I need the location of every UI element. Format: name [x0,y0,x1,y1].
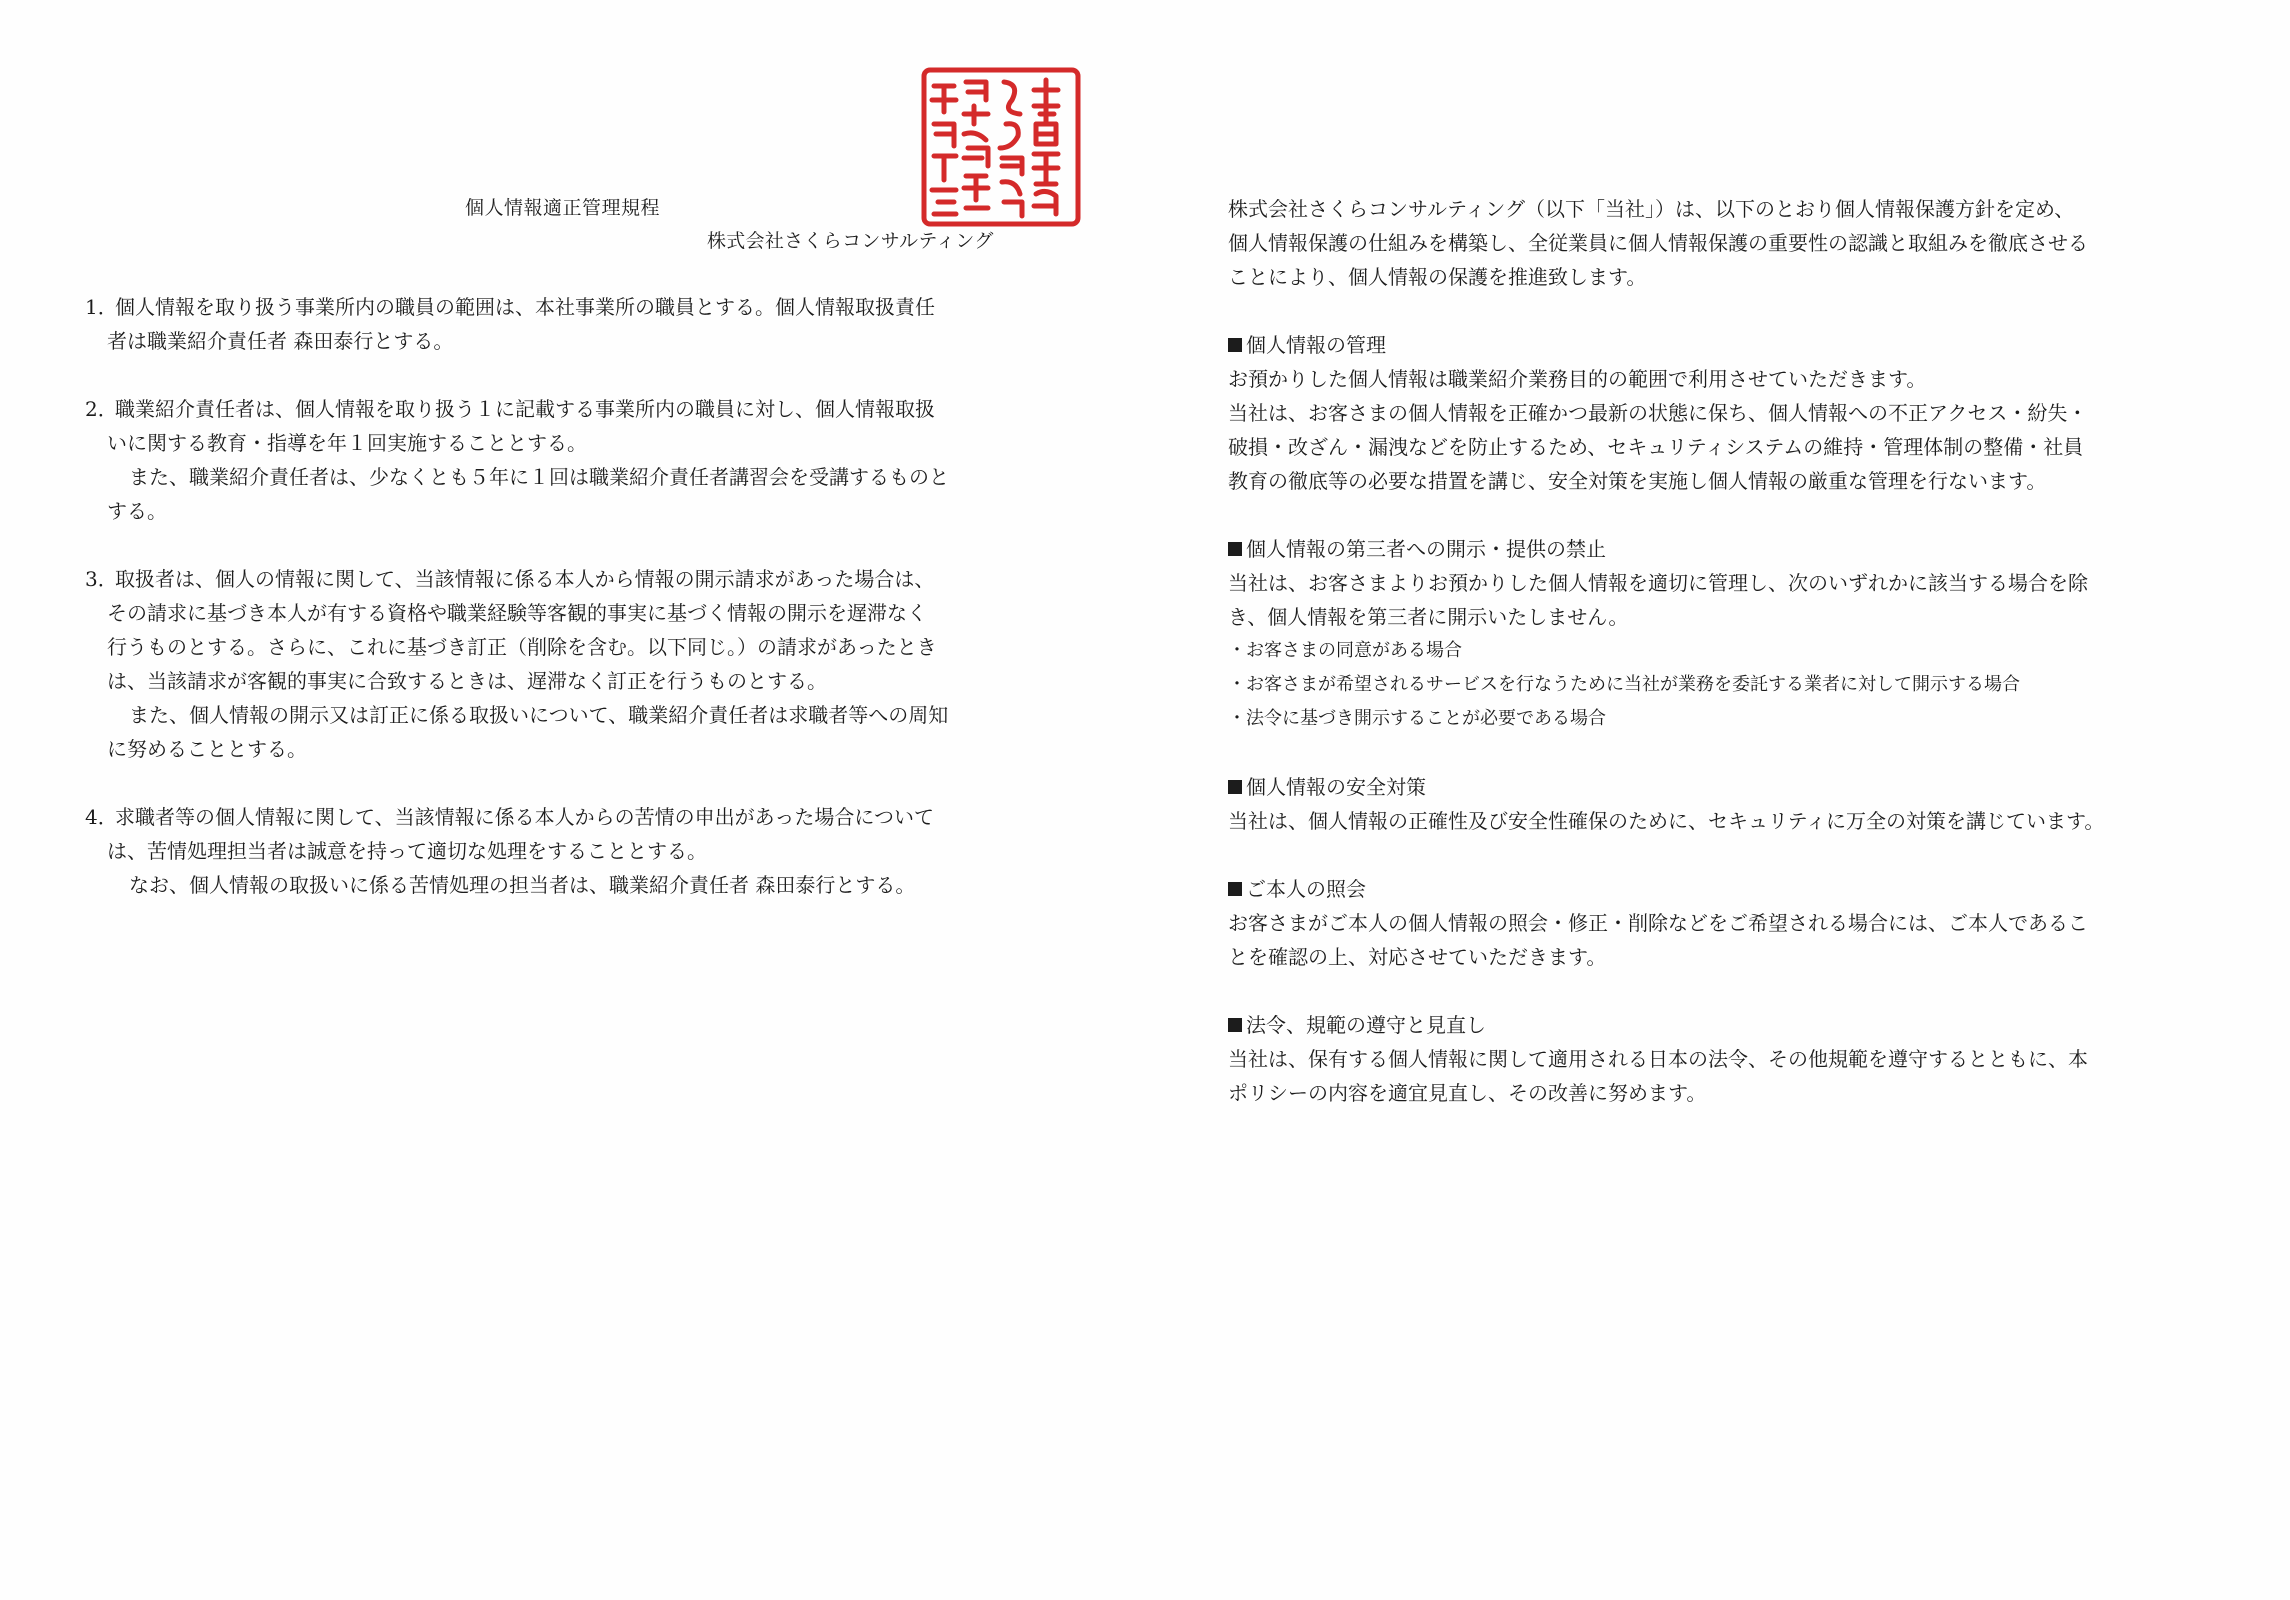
section-line: 取扱者は、個人の情報に関して、当該情報に係る本人から情報の開示請求があった場合は、 [115,567,935,591]
intro-line: 個人情報保護の仕組みを構築し、全従業員に個人情報保護の重要性の認識と取組みを徹底させる [1228,231,2088,255]
policy-bullet: ・お客さまの同意がある場合 [1228,640,1462,661]
section-number: 1． [85,295,118,319]
policy-line: ポリシーの内容を適宜見直し、その改善に努めます。 [1228,1081,1707,1105]
policy-heading-text: 個人情報の管理 [1246,333,1386,357]
section-line: は、当該請求が客観的事実に合致するときは、遅滞なく訂正を行うものとする。 [107,669,827,693]
policy-line: 当社は、個人情報の正確性及び安全性確保のために、セキュリティに万全の対策を講じています。 [1228,809,2105,833]
intro-line: ことにより、個人情報の保護を推進致します。 [1228,265,1647,289]
document-title: 個人情報適正管理規程 [465,197,661,219]
section-3 [85,562,1085,766]
section-line: 個人情報を取り扱う事業所内の職員の範囲は、本社事業所の職員とする。個人情報取扱責任 [115,295,935,319]
section-subline: する。 [107,499,167,523]
section-subline: また、個人情報の開示又は訂正に係る取扱いについて、職業紹介責任者は求職者等への周知 [129,703,949,727]
section-line: 行うものとする。さらに、これに基づき訂正（削除を含む。以下同じ。）の請求があったとき [107,635,937,659]
policy-heading [1228,1008,2208,1042]
section-4 [85,800,1085,902]
intro-line: 株式会社さくらコンサルティング（以下「当社」）は、以下のとおり個人情報保護方針を定め、 [1228,197,2075,221]
policy-bullet: ・お客さまが希望されるサービスを行なうために当社が業務を委託する業者に対して開示する場合 [1228,674,2020,695]
privacy-policy [1228,192,2208,1110]
policy-heading-text: ご本人の照会 [1246,877,1366,901]
section-line: いに関する教育・指導を年１回実施することとする。 [107,431,587,455]
section-subline: なお、個人情報の取扱いに係る苦情処理の担当者は、職業紹介責任者 森田泰行とする。 [129,873,916,897]
section-subline: に努めることとする。 [107,737,307,761]
section-number: 4． [85,805,118,829]
section-line: は、苦情処理担当者は誠意を持って適切な処理をすることとする。 [107,839,707,863]
section-line: 職業紹介責任者は、個人情報を取り扱う１に記載する事業所内の職員に対し、個人情報取扱 [115,397,935,421]
section-1 [85,290,1085,358]
section-2 [85,392,1085,528]
square-bullet-icon [1228,882,1242,896]
policy-section-inquiry [1228,872,2208,974]
policy-section-compliance [1228,1008,2208,1110]
section-number: 3． [85,567,118,591]
policy-heading [1228,328,2208,362]
policy-line: 当社は、お客さまの個人情報を正確かつ最新の状態に保ち、個人情報への不正アクセス・紛失・ [1228,401,2088,425]
policy-heading-text: 法令、規範の遵守と見直し [1246,1013,1486,1037]
policy-line: 当社は、保有する個人情報に関して適用される日本の法令、その他規範を遵守するとともに、本 [1228,1047,2088,1071]
section-line: その請求に基づき本人が有する資格や職業経験等客観的事実に基づく情報の開示を遅滞なく [107,601,927,625]
policy-heading-text: 個人情報の安全対策 [1246,775,1426,799]
policy-line: 教育の徹底等の必要な措置を講じ、安全対策を実施し個人情報の厳重な管理を行ないます。 [1228,469,2047,493]
policy-line: 当社は、お客さまよりお預かりした個人情報を適切に管理し、次のいずれかに該当する場合を除 [1228,571,2088,595]
square-bullet-icon [1228,338,1242,352]
policy-section-security [1228,770,2208,838]
policy-line: お客さまがご本人の個人情報の照会・修正・削除などをご希望される場合には、ご本人であるこ [1228,911,2088,935]
policy-line: 破損・改ざん・漏洩などを防止するため、セキュリティシステムの維持・管理体制の整備・社員 [1228,435,2084,459]
square-bullet-icon [1228,780,1242,794]
section-line: 求職者等の個人情報に関して、当該情報に係る本人からの苦情の申出があった場合について [115,805,934,829]
section-number: 2． [85,397,118,421]
company-name: 株式会社さくらコンサルティング [707,230,994,252]
square-bullet-icon [1228,1018,1242,1032]
policy-line: き、個人情報を第三者に開示いたしません。 [1228,605,1629,629]
section-line: 者は職業紹介責任者 森田泰行とする。 [107,329,454,353]
policy-heading-text: 個人情報の第三者への開示・提供の禁止 [1246,537,1606,561]
company-seal-stamp [916,62,1086,232]
policy-heading [1228,770,2208,804]
policy-line: お預かりした個人情報は職業紹介業務目的の範囲で利用させていただきます。 [1228,367,1927,391]
policy-line: とを確認の上、対応させていただきます。 [1228,945,1607,969]
policy-section-management [1228,328,2208,498]
policy-heading [1228,872,2208,906]
policy-section-disclosure [1228,532,2208,736]
square-bullet-icon [1228,542,1242,556]
policy-bullet: ・法令に基づき開示することが必要である場合 [1228,708,1606,729]
policy-heading [1228,532,2208,566]
section-subline: また、職業紹介責任者は、少なくとも５年に１回は職業紹介責任者講習会を受講するものと [129,465,949,489]
